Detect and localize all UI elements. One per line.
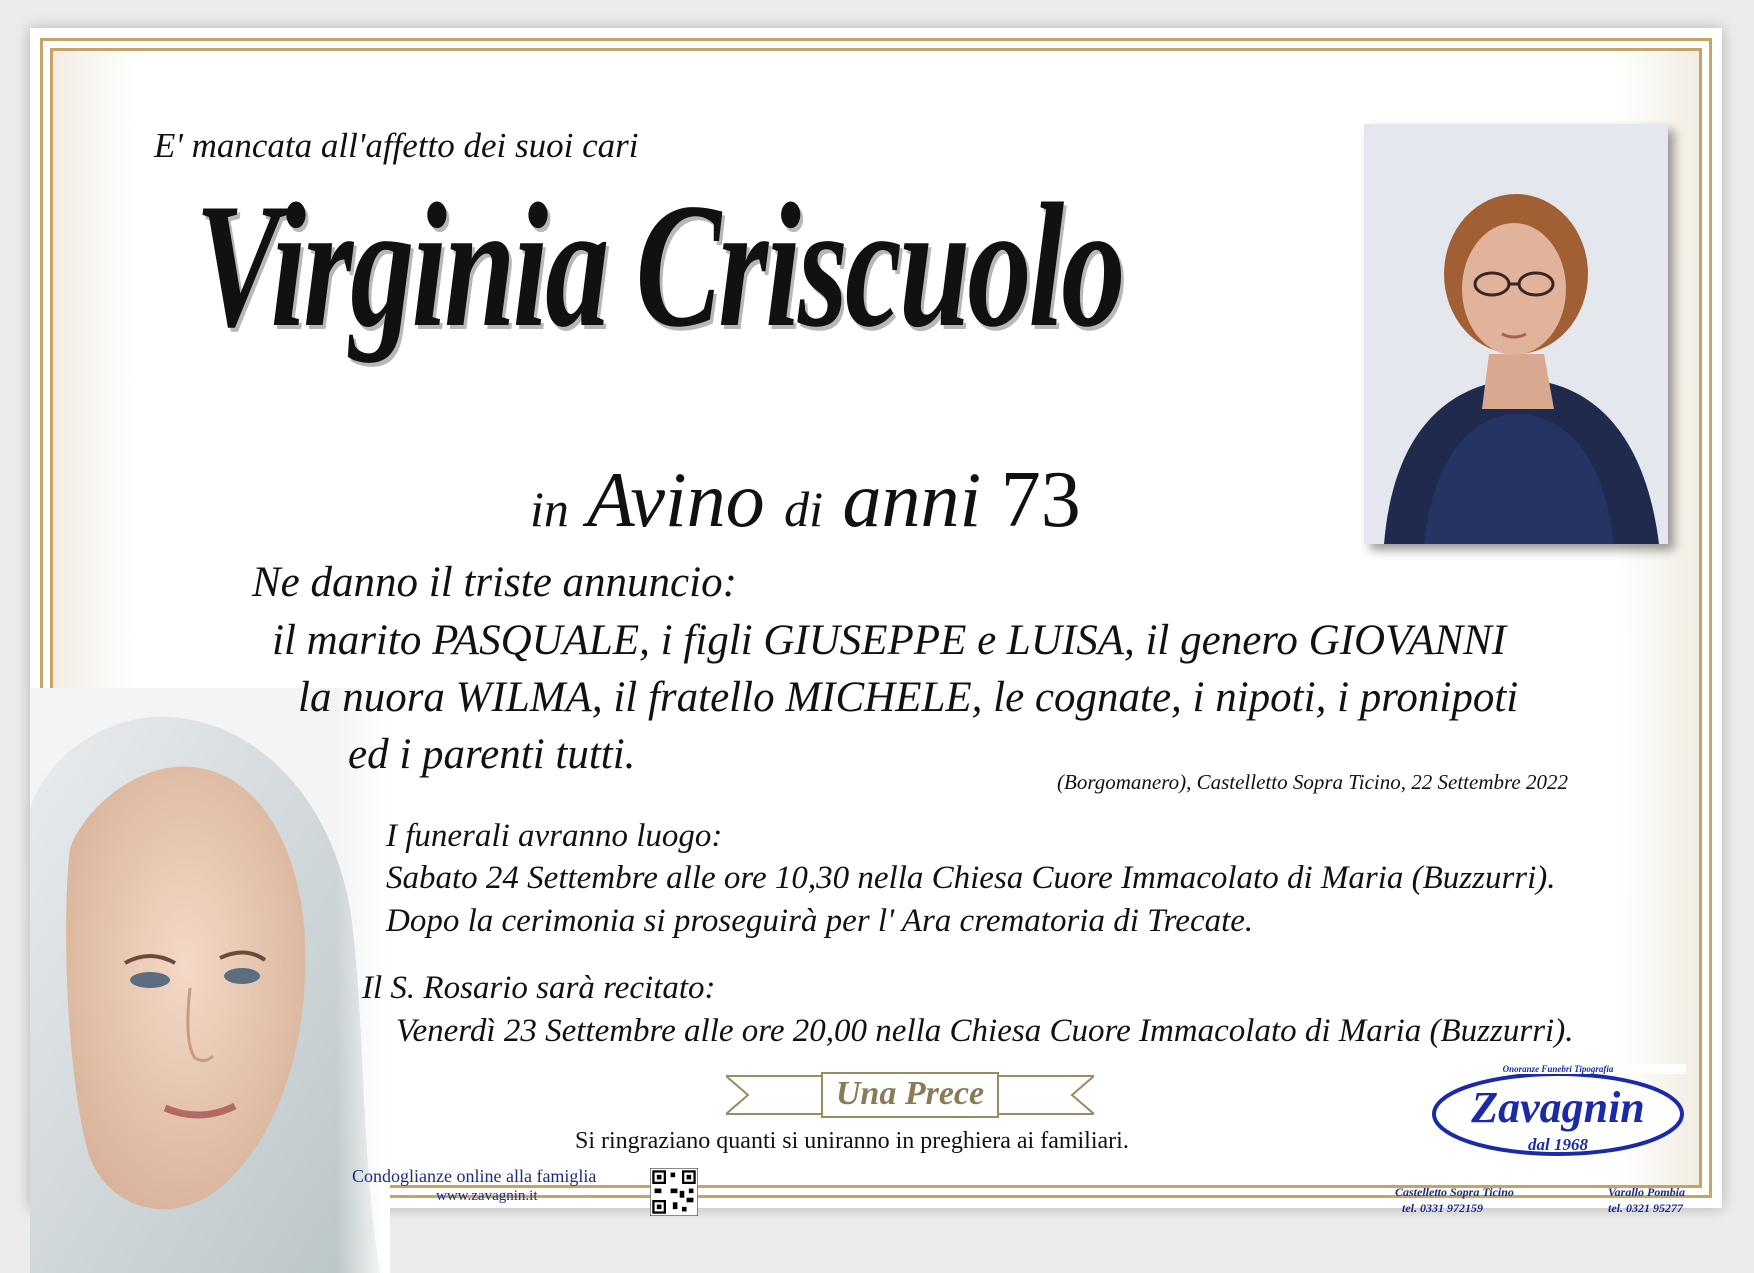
condolence-label: Condoglianze online alla famiglia <box>352 1166 597 1186</box>
office-varallo-name: Varallo Pombia <box>1608 1185 1686 1199</box>
deceased-name: Virginia Criscuolo <box>195 166 1123 364</box>
age-prefix: di <box>784 481 824 537</box>
office-castelletto-name: Castelletto Sopra Ticino <box>1395 1185 1514 1199</box>
family-line-3: ed i parenti tutti. <box>348 731 636 778</box>
obituary-card <box>30 28 1722 1215</box>
funeral-line-1: Sabato 24 Settembre alle ore 10,30 nella Chiesa Cuore Immacolato di Maria (Buzzurri). <box>386 860 1556 896</box>
deceased-photo <box>1364 124 1668 544</box>
rosary-line: Venerdì 23 Settembre alle ore 20,00 nella Chiesa Cuore Immacolato di Maria (Buzzurri). <box>396 1013 1574 1049</box>
qr-code <box>650 1168 698 1216</box>
thanks-text: Si ringraziano quanti si uniranno in preghiera ai familiari. <box>575 1128 1129 1154</box>
funeral-home-since: dal 1968 <box>1528 1135 1588 1154</box>
office-castelletto-tel: tel. 0331 972159 <box>1402 1201 1483 1215</box>
funeral-line-2: Dopo la cerimonia si proseguirà per l' Ara crematoria di Trecate. <box>386 903 1254 939</box>
funeral-home-logo <box>1430 1064 1686 1158</box>
condolence-url[interactable]: www.zavagnin.it <box>436 1188 538 1204</box>
age-value: 73 <box>1000 456 1081 544</box>
prayer-text: Una Prece <box>835 1075 985 1112</box>
madonna-image <box>30 688 390 1273</box>
intro-text: E' mancata all'affetto dei suoi cari <box>154 126 639 165</box>
funeral-title: I funerali avranno luogo: <box>386 818 723 854</box>
age-word: anni <box>842 456 982 543</box>
announcement-title: Ne danno il triste annuncio: <box>252 559 737 606</box>
married-name: Avino <box>587 456 765 543</box>
family-line-2: la nuora WILMA, il fratello MICHELE, le cognate, i nipoti, i pronipoti <box>298 674 1519 721</box>
married-age-line <box>530 456 1081 544</box>
place-date: (Borgomanero), Castelletto Sopra Ticino, 22 Settembre 2022 <box>1057 770 1568 794</box>
married-prefix: in <box>530 481 569 537</box>
rosary-title: Il S. Rosario sarà recitato: <box>362 970 716 1006</box>
funeral-home-name: Zavagnin <box>1471 1083 1645 1132</box>
family-line-1: il marito PASQUALE, i figli GIUSEPPE e LUISA, il genero GIOVANNI <box>272 617 1507 664</box>
funeral-home-tagline: Onoranze Funebri Tipografia <box>1430 1064 1686 1074</box>
office-varallo-tel: tel. 0321 95277 <box>1608 1201 1683 1215</box>
